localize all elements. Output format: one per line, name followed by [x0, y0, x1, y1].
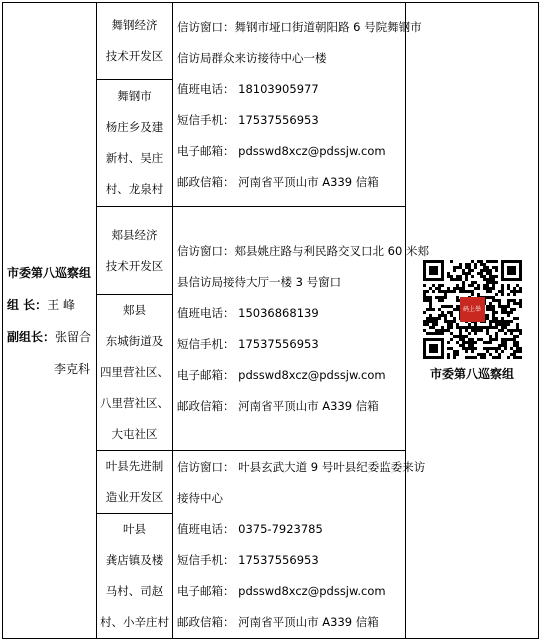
area-line: 四里营社区、: [100, 365, 169, 379]
area-line: 叶县: [123, 522, 146, 536]
area-line: 村、龙泉村: [105, 182, 164, 196]
group-deputy: [7, 321, 96, 353]
deputy-name-1: 张留合: [55, 329, 92, 344]
area-cell: [97, 514, 173, 639]
area-line: 八里营社区、: [100, 396, 169, 410]
visit-window: 信访窗口： 叶县玄武大道 9 号叶县纪委监委来访: [177, 459, 426, 474]
email: 电子邮箱： pdsswd8xcz@pdssjw.com: [177, 367, 386, 382]
area-line: 大屯社区: [111, 427, 158, 441]
duty-phone: 值班电话： 15036868139: [177, 305, 319, 320]
sms-phone: 短信手机： 17537556953: [177, 552, 319, 567]
postal-box: 邮政信箱： 河南省平顶山市 A339 信箱: [177, 174, 379, 189]
leader-label: 组 长：: [7, 297, 48, 312]
area-line: 舞钢市: [117, 89, 152, 103]
visit-window: 信访窗口：郏县姚庄路与利民路交叉口北 60 米郏: [177, 243, 429, 258]
inspection-group-cell: [3, 3, 97, 639]
group-leader: [7, 289, 96, 321]
area-line: 马村、司赵: [105, 584, 164, 598]
deputy-label: 副组长：: [7, 329, 56, 344]
area-line: 郏县: [123, 303, 146, 317]
qr-code[interactable]: [423, 260, 522, 359]
email: 电子邮箱： pdsswd8xcz@pdssjw.com: [177, 583, 386, 598]
group-title: 市委第八巡察组: [7, 265, 92, 280]
qr-cell: [406, 3, 539, 639]
area-line: 技术开发区: [105, 258, 164, 273]
contact-info-cell: [173, 207, 429, 451]
area-cell: [97, 295, 173, 451]
area-line: 郏县经济: [111, 227, 158, 242]
leader-name: 王 峰: [47, 297, 76, 312]
area-cell: [97, 451, 173, 514]
postal-box: 邮政信箱： 河南省平顶山市 A339 信箱: [177, 614, 379, 629]
sms-phone: 短信手机： 17537556953: [177, 112, 319, 127]
contact-info-cell: [173, 3, 422, 207]
area-cell: [97, 207, 173, 295]
qr-center-logo: 码上举: [460, 297, 485, 322]
postal-box: 邮政信箱： 河南省平顶山市 A339 信箱: [177, 398, 379, 413]
visit-window-cont: 县信访局接待大厅一楼 3 号窗口: [177, 274, 342, 289]
deputy-name-2: 李克科: [53, 361, 90, 376]
inspection-contact-table: [2, 2, 539, 639]
sms-phone: 短信手机： 17537556953: [177, 336, 319, 351]
duty-phone: 值班电话： 18103905977: [177, 81, 319, 96]
area-line: 造业开发区: [105, 490, 164, 504]
area-line: 舞钢经济: [111, 18, 158, 32]
duty-phone: 值班电话： 0375-7923785: [177, 521, 323, 536]
area-cell: [97, 3, 173, 80]
qr-caption: 市委第八巡察组: [429, 366, 514, 381]
area-line: 新村、吴庄: [105, 151, 164, 165]
contact-info-cell: [173, 451, 426, 639]
area-line: 龚店镇及楼: [105, 553, 164, 567]
area-line: 东城街道及: [105, 334, 164, 348]
visit-window-cont: 接待中心: [177, 490, 223, 505]
area-line: 村、小辛庄村: [100, 615, 169, 629]
area-cell: [97, 80, 173, 207]
area-line: 杨庄乡及建: [105, 120, 164, 134]
email: 电子邮箱： pdsswd8xcz@pdssjw.com: [177, 143, 386, 158]
visit-window-cont: 信访局群众来访接待中心一楼: [177, 50, 327, 65]
visit-window: 信访窗口：舞钢市垭口街道朝阳路 6 号院舞钢市: [177, 19, 422, 34]
area-line: 叶县先进制: [105, 459, 164, 473]
area-line: 技术开发区: [105, 49, 164, 63]
